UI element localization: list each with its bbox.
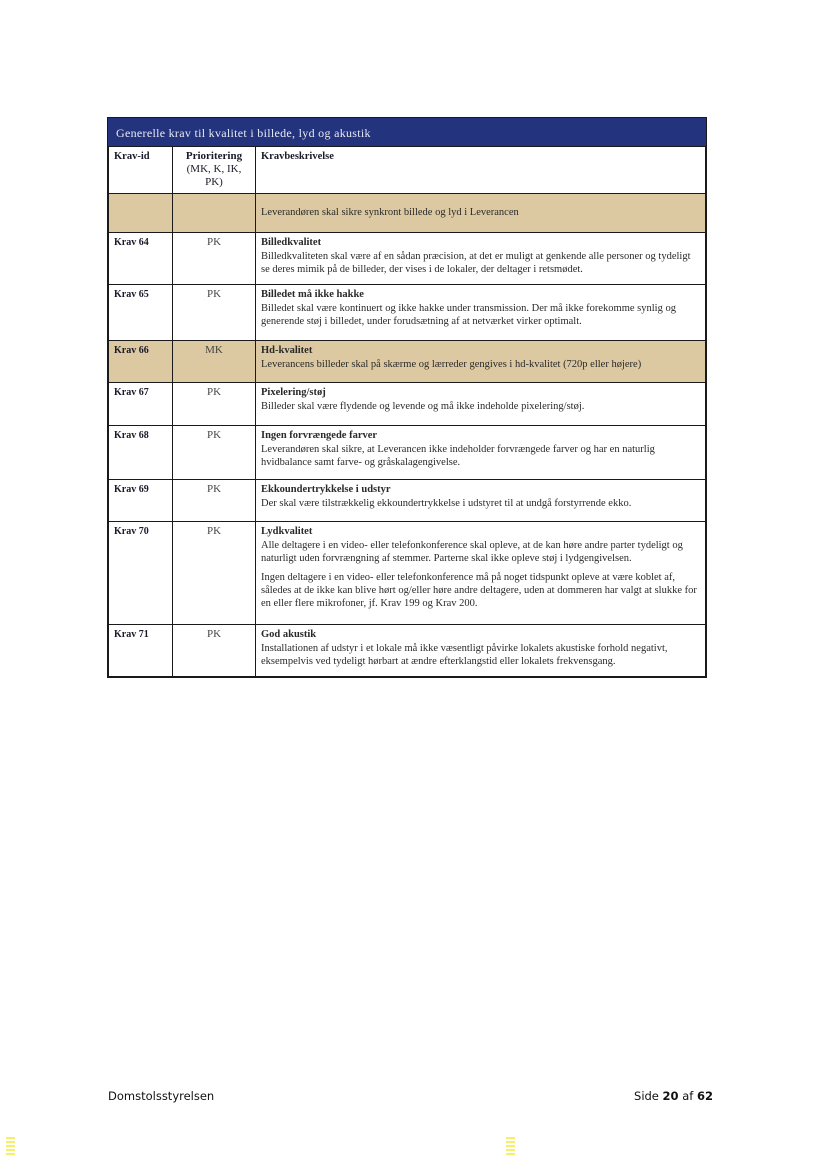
page-current: 20 xyxy=(662,1089,679,1103)
requirement-description xyxy=(256,341,706,383)
requirement-description xyxy=(256,426,706,480)
requirement-text: Leverandøren skal sikre, at Leverancen ikke indeholder forvrængede farver og har en naturlig hvidbalance samt farve- og gråskalagengivelse. xyxy=(261,444,655,468)
table-row xyxy=(109,522,706,625)
requirement-description xyxy=(256,480,706,522)
requirement-priority: PK xyxy=(173,522,256,625)
table-row xyxy=(109,383,706,426)
table-row xyxy=(109,194,706,233)
requirement-text: Leverancens billeder skal på skærme og lærreder gengives i hd-kvalitet (720p eller højere) xyxy=(261,359,642,370)
table-row xyxy=(109,480,706,522)
requirement-priority: PK xyxy=(173,480,256,522)
requirement-description xyxy=(256,285,706,341)
requirement-text: Installationen af udstyr i et lokale må ikke væsentligt påvirke lokalets akustiske forhold negativt, eksempelvis ved tydeligt hørbart at ændre efterklangstid eller lokalets frekvensgang. xyxy=(261,643,668,667)
requirement-id: Krav 70 xyxy=(109,522,173,625)
requirement-description xyxy=(256,383,706,426)
requirement-priority: PK xyxy=(173,383,256,426)
table-title: Generelle krav til kvalitet i billede, lyd og akustik xyxy=(108,118,706,146)
requirement-text-extra: Ingen deltagere i en video- eller telefonkonference må på noget tidspunkt opleve at være koblet af, således at de ikke kan blive hørt og/eller høre andre deltagere, uden at dommeren har valgt at slukke for en eller flere mikrofoner, jf. Krav 199 og Krav 200. xyxy=(261,572,697,609)
table-row xyxy=(109,285,706,341)
header-id: Krav-id xyxy=(109,147,173,194)
header-priority-sub: (MK, K, IK, PK) xyxy=(186,163,242,188)
page-prefix: Side xyxy=(634,1089,659,1103)
table-row xyxy=(109,341,706,383)
requirement-priority: MK xyxy=(173,341,256,383)
requirement-priority: PK xyxy=(173,625,256,677)
page-number xyxy=(634,1089,713,1103)
requirement-id: Krav 69 xyxy=(109,480,173,522)
requirement-title: Ingen forvrængede farver xyxy=(261,430,378,441)
footer-org: Domstolsstyrelsen xyxy=(108,1089,215,1103)
requirement-priority xyxy=(173,194,256,233)
requirement-text: Leverandøren skal sikre synkront billede og lyd i Leverancen xyxy=(261,207,519,218)
requirement-title: Hd-kvalitet xyxy=(261,345,313,356)
requirement-text: Billeder skal være flydende og levende og må ikke indeholde pixelering/støj. xyxy=(261,401,585,412)
requirement-id xyxy=(109,194,173,233)
requirement-id: Krav 66 xyxy=(109,341,173,383)
requirements-table xyxy=(107,117,707,678)
header-description: Kravbeskrivelse xyxy=(256,147,706,194)
requirement-description xyxy=(256,233,706,285)
scan-mark-left xyxy=(6,1137,15,1157)
scan-mark-center xyxy=(506,1137,515,1157)
requirement-description xyxy=(256,194,706,233)
requirement-description xyxy=(256,522,706,625)
requirement-priority: PK xyxy=(173,233,256,285)
requirement-title: God akustik xyxy=(261,629,317,640)
requirement-title: Billedkvalitet xyxy=(261,237,322,248)
requirement-id: Krav 68 xyxy=(109,426,173,480)
header-row xyxy=(109,147,706,194)
requirement-title: Billedet må ikke hakke xyxy=(261,289,364,300)
requirement-id: Krav 64 xyxy=(109,233,173,285)
requirement-text: Der skal være tilstrækkelig ekkoundertrykkelse i udstyret til at undgå forstyrrende ekko. xyxy=(261,498,632,509)
header-priority-label: Prioritering xyxy=(185,150,243,162)
page-total: 62 xyxy=(696,1089,713,1103)
requirement-id: Krav 67 xyxy=(109,383,173,426)
table-row xyxy=(109,625,706,677)
page-sep: af xyxy=(682,1089,694,1103)
requirement-text: Alle deltagere i en video- eller telefonkonference skal opleve, at de kan høre andre parter tydeligt og naturligt uden forvrængning af stemmer. Parterne skal ikke opleve støj i lydgengivelsen. xyxy=(261,540,683,564)
table-row xyxy=(109,426,706,480)
header-priority xyxy=(173,147,256,194)
requirement-text: Billedkvaliteten skal være af en sådan præcision, at det er muligt at genkende alle personer og tydeligt se deres mimik på de billeder, der vises i de lokaler, der deltager i retsmødet. xyxy=(261,251,691,275)
requirement-title: Lydkvalitet xyxy=(261,526,313,537)
requirement-id: Krav 65 xyxy=(109,285,173,341)
table-row xyxy=(109,233,706,285)
requirement-description xyxy=(256,625,706,677)
requirements-grid xyxy=(108,146,706,677)
requirement-text: Billedet skal være kontinuert og ikke hakke under transmission. Der må ikke forekomme synlig og generende støj i billedet, under forudsætning af at netværket virker optimalt. xyxy=(261,303,676,327)
requirement-title: Pixelering/støj xyxy=(261,387,326,398)
requirement-priority: PK xyxy=(173,426,256,480)
requirement-title: Ekkoundertrykkelse i udstyr xyxy=(261,484,391,495)
requirement-priority: PK xyxy=(173,285,256,341)
requirement-id: Krav 71 xyxy=(109,625,173,677)
